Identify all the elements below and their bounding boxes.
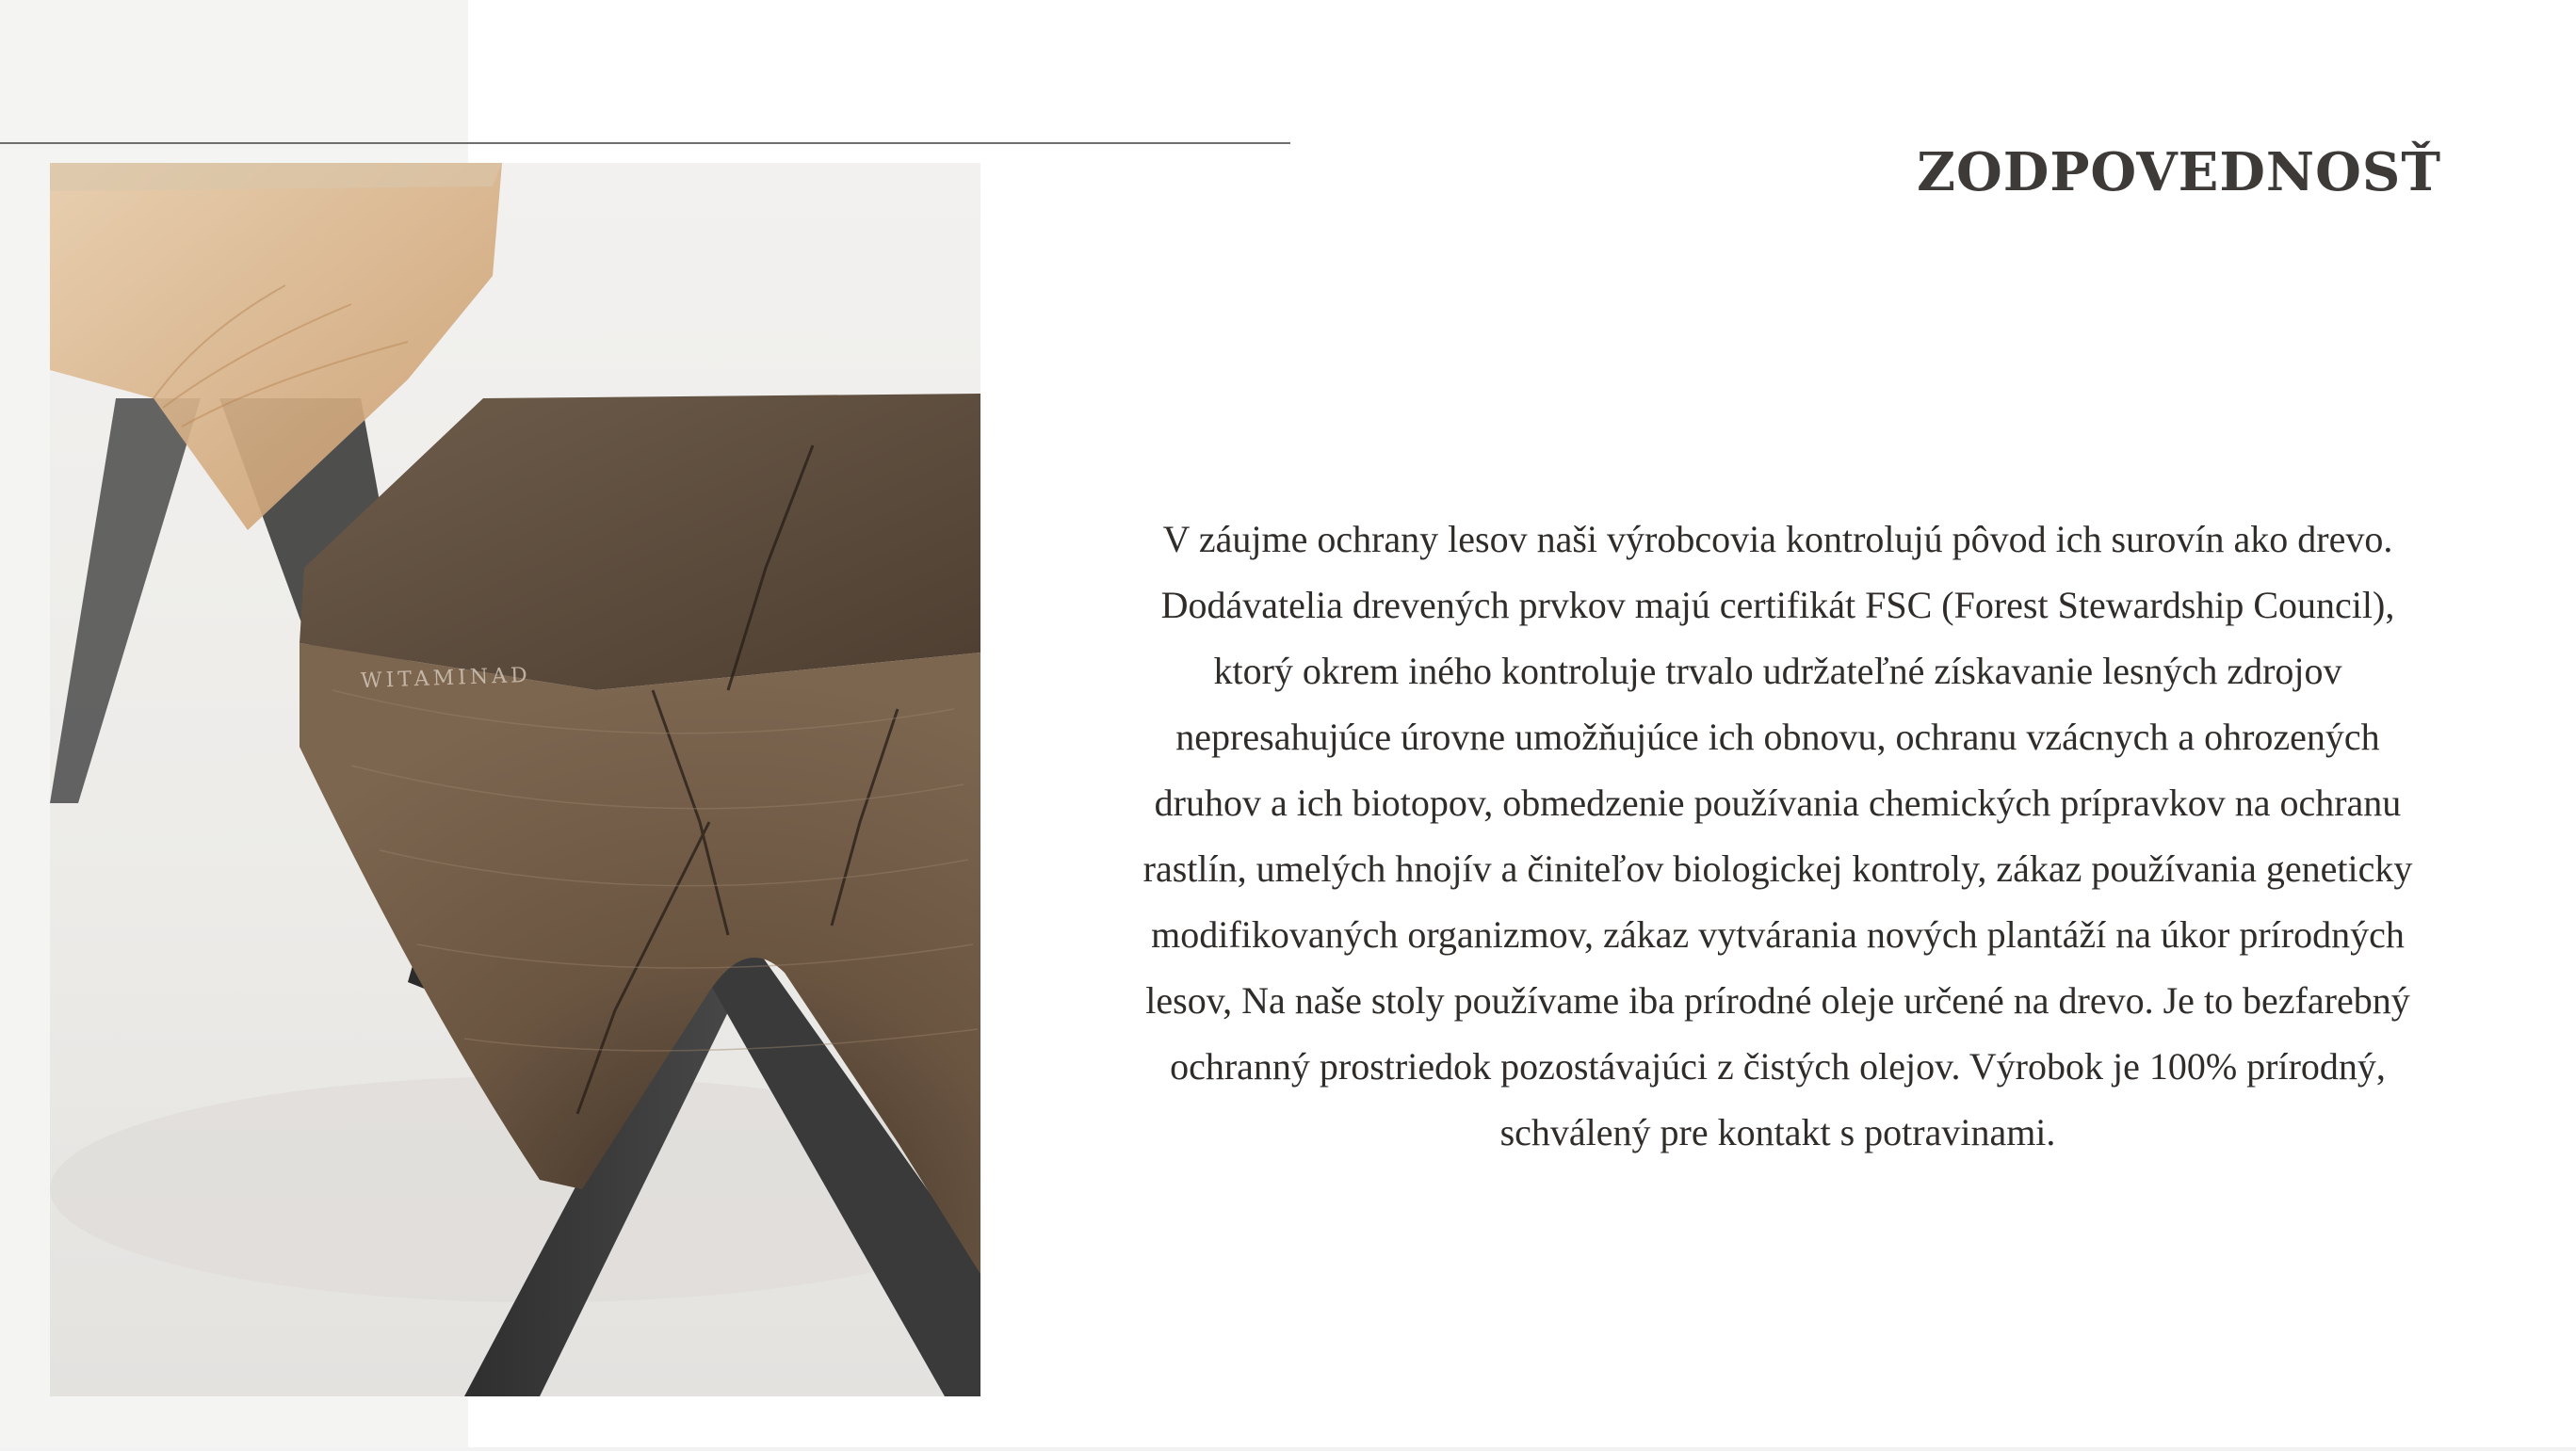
slide-title: ZODPOVEDNOSŤ (1917, 141, 2441, 203)
bench-photo (50, 163, 980, 1396)
top-divider-line (0, 142, 1290, 144)
brand-engraving: WITAMINAD (360, 663, 532, 694)
bottom-edge-strip (0, 1447, 2576, 1451)
bench-illustration (50, 163, 980, 1396)
slide-body-text: V záujme ochrany lesov naši výrobcovia kontrolujú pôvod ich surovín ako drevo. Dodávatelia drevených prvkov majú certifikát FSC (Forest Stewardship Council), ktorý okrem iného kontroluje trvalo udržateľné získavanie lesných zdrojov nepresahujúce úrovne umožňujúce ich obnovu, ochranu vzácnych a ohrozených druhov a ich biotopov, obmedzenie používania chemických prípravkov na ochranu rastlín, umelých hnojív a činiteľov biologickej kontroly, zákaz používania geneticky modifikovaných organizmov, zákaz vytvárania nových plantáží na úkor prírodných lesov, Na naše stoly používame iba prírodné oleje určené na drevo. Je to bezfarebný ochranný prostriedok pozostávajúci z čistých olejov. Výrobok je 100% prírodný, schválený pre kontakt s potravinami. (1142, 518, 2413, 1153)
